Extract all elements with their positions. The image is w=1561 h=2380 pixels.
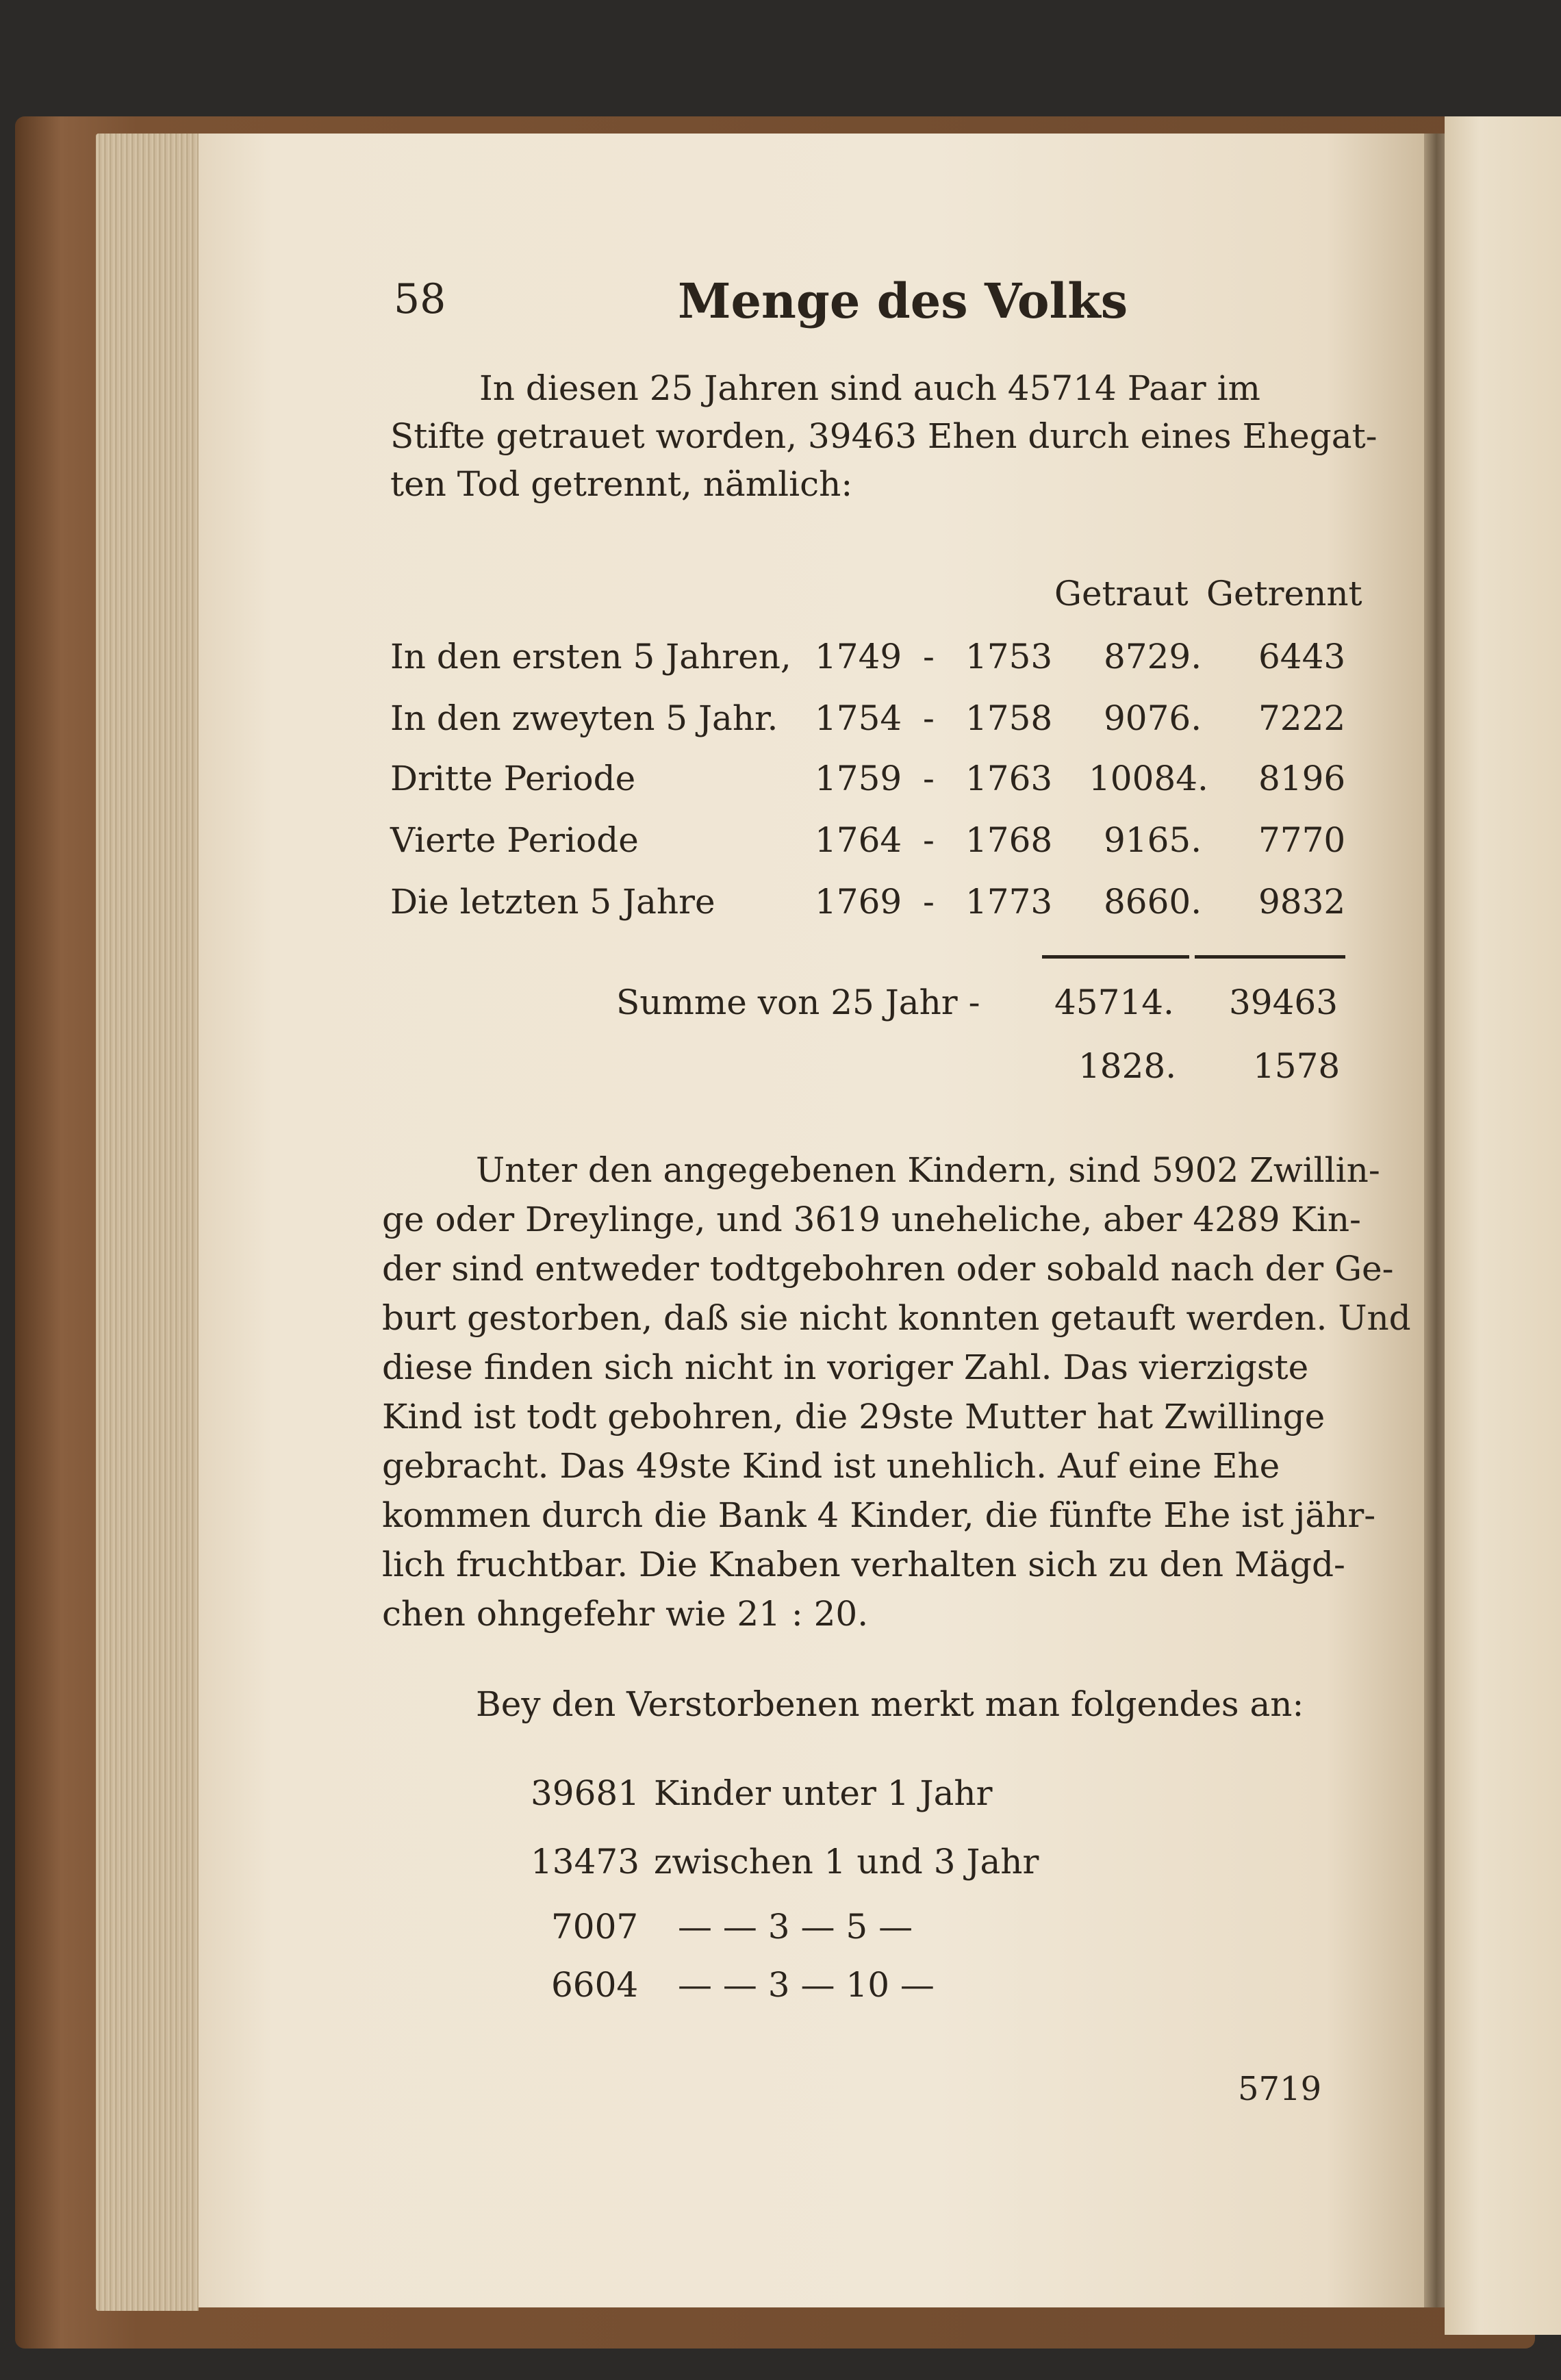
paragraph-line: gebracht. Das 49ste Kind ist unehlich. Auf eine Ehe	[382, 1446, 1280, 1486]
deaths-desc: — — 3 — 10 —	[678, 1965, 935, 2005]
sum-rule	[1195, 955, 1345, 959]
paragraph-line: lich fruchtbar. Die Knaben verhalten sich zu den Mägd-	[382, 1545, 1345, 1584]
deaths-desc: — — 3 — 5 —	[678, 1907, 913, 1947]
row-year-from: 1769	[815, 882, 902, 922]
row-getraut: 8729.	[1104, 637, 1202, 676]
paragraph-line: kommen durch die Bank 4 Kinder, die fünfte Ehe ist jähr-	[382, 1495, 1376, 1535]
sum-label: Summe von 25 Jahr -	[616, 983, 980, 1022]
col-header-getraut: Getraut	[1054, 574, 1189, 613]
paragraph-line: diese finden sich nicht in voriger Zahl. Das vierzigste	[382, 1347, 1309, 1387]
row-getrennt: 8196	[1258, 759, 1346, 798]
paragraph-line: chen ohngefehr wie 21 : 20.	[382, 1594, 869, 1634]
paragraph-line: der sind entweder todtgebohren oder sobald nach der Ge-	[382, 1249, 1394, 1289]
avg-getrennt: 1578	[1253, 1046, 1341, 1086]
row-dash: -	[923, 759, 935, 798]
row-getraut: 8660.	[1104, 882, 1202, 922]
intro-line: In diesen 25 Jahren sind auch 45714 Paar im	[479, 368, 1260, 408]
row-year-to: 1758	[965, 698, 1053, 738]
paragraph-line: Unter den angegebenen Kindern, sind 5902 Zwillin-	[476, 1150, 1380, 1190]
paragraph-line: Kind ist todt gebohren, die 29ste Mutter hat Zwillinge	[382, 1397, 1325, 1436]
row-getraut: 9076.	[1104, 698, 1202, 738]
row-getrennt: 6443	[1258, 637, 1346, 676]
paragraph-line: burt gestorben, daß sie nicht konnten getauft werden. Und	[382, 1298, 1411, 1338]
row-year-to: 1768	[965, 820, 1053, 860]
row-getrennt: 7222	[1258, 698, 1346, 738]
row-label: In den zweyten 5 Jahr.	[390, 698, 778, 738]
row-year-from: 1759	[815, 759, 902, 798]
row-dash: -	[923, 820, 935, 860]
sum-getrennt: 39463	[1229, 983, 1338, 1022]
row-dash: -	[923, 698, 935, 738]
sum-rule	[1042, 955, 1189, 959]
row-getraut: 9165.	[1104, 820, 1202, 860]
deaths-desc: Kinder unter 1 Jahr	[654, 1773, 993, 1813]
page-edges	[96, 134, 199, 2311]
row-dash: -	[923, 882, 935, 922]
adjacent-page-fragment	[1445, 116, 1561, 2335]
row-year-to: 1773	[965, 882, 1053, 922]
intro-line: ten Tod getrennt, nämlich:	[390, 464, 853, 504]
row-year-from: 1764	[815, 820, 902, 860]
paragraph-line: ge oder Dreylinge, und 3619 uneheliche, aber 4289 Kin-	[382, 1200, 1361, 1239]
deaths-count: 39681	[531, 1773, 640, 1813]
book-gutter	[1424, 134, 1445, 2307]
deaths-count: 13473	[531, 1842, 640, 1882]
avg-getraut: 1828.	[1078, 1046, 1177, 1086]
row-year-to: 1763	[965, 759, 1053, 798]
row-dash: -	[923, 637, 935, 676]
row-getrennt: 7770	[1258, 820, 1346, 860]
row-getraut: 10084.	[1089, 759, 1208, 798]
row-year-from: 1754	[815, 698, 902, 738]
deaths-count: 7007	[551, 1907, 639, 1947]
deaths-count: 6604	[551, 1965, 639, 2005]
printer-signature: 5719	[1238, 2070, 1322, 2108]
col-header-getrennt: Getrennt	[1206, 574, 1362, 613]
row-label: Dritte Periode	[390, 759, 636, 798]
deaths-intro: Bey den Verstorbenen merkt man folgendes an:	[476, 1684, 1304, 1724]
row-getrennt: 9832	[1258, 882, 1346, 922]
sum-getraut: 45714.	[1054, 983, 1174, 1022]
intro-line: Stifte getrauet worden, 39463 Ehen durch eines Ehegat-	[390, 416, 1378, 456]
row-label: In den ersten 5 Jahren,	[390, 637, 791, 676]
page-number: 58	[394, 275, 446, 323]
row-label: Vierte Periode	[390, 820, 639, 860]
row-year-from: 1749	[815, 637, 902, 676]
running-title: Menge des Volks	[678, 273, 1128, 329]
row-label: Die letzten 5 Jahre	[390, 882, 715, 922]
deaths-desc: zwischen 1 und 3 Jahr	[654, 1842, 1039, 1882]
row-year-to: 1753	[965, 637, 1053, 676]
